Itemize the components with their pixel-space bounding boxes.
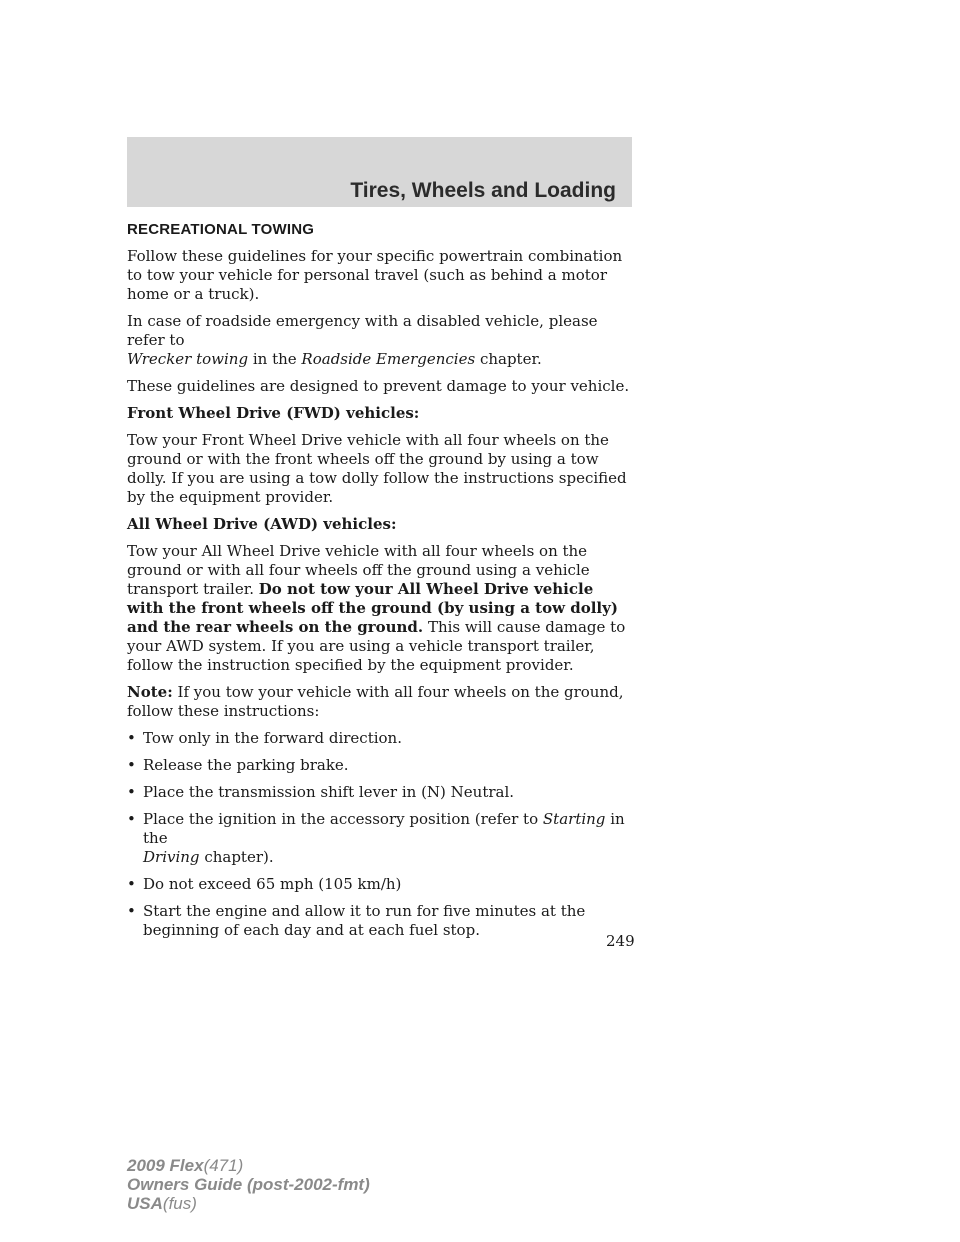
list-item [127, 875, 632, 894]
note-paragraph [127, 683, 632, 721]
list-item [127, 810, 632, 867]
list-item-text: Release the parking brake. [143, 756, 349, 774]
footer-line-3 [127, 1194, 370, 1213]
note-text: If you tow your vehicle with all four wheels on the ground, follow these instructions: [127, 683, 624, 720]
bullet-glyph: • [127, 902, 136, 920]
roadside-text-post: chapter. [479, 350, 542, 368]
awd-paragraph [127, 542, 632, 675]
document-footer [127, 1156, 370, 1213]
awd-warning: Do not tow your All Wheel Drive vehicle with the front wheels off the ground (by using a tow dolly) and the rear wheels on the ground. [127, 580, 618, 636]
guidelines-paragraph: These guidelines are designed to prevent damage to your vehicle. [127, 377, 630, 395]
ignition-text-pre: Place the ignition in the accessory position (refer to [143, 810, 539, 828]
list-item-text: Tow only in the forward direction. [143, 729, 402, 747]
footer-line-1 [127, 1156, 370, 1175]
footer-line-2 [127, 1175, 370, 1194]
bullet-glyph: • [127, 756, 136, 774]
note-label: Note: [127, 683, 173, 701]
fwd-paragraph: Tow your Front Wheel Drive vehicle with all four wheels on the ground or with the front wheels off the ground by using a tow dolly. If you are using a tow dolly follow the instructions specified by the equipment provider. [127, 431, 627, 506]
ignition-text-post: chapter). [204, 848, 274, 866]
roadside-paragraph [127, 312, 632, 369]
towing-instructions-list [127, 729, 632, 940]
awd-text-pre: Tow your All Wheel Drive vehicle with all four wheels on the ground or with all four wheels off the ground using a vehicle transport trailer. [127, 542, 590, 598]
list-item-text: Start the engine and allow it to run for five minutes at the beginning of each day and at each fuel stop. [143, 902, 586, 939]
footer-market-code: (fus) [162, 1194, 197, 1213]
roadside-text-mid: in the [252, 350, 297, 368]
wrecker-towing-reference: Wrecker towing [127, 350, 249, 368]
bullet-glyph: • [127, 810, 136, 828]
chapter-title: Tires, Wheels and Loading [350, 179, 616, 202]
footer-model: 2009 Flex [127, 1156, 204, 1175]
driving-reference: Driving [143, 848, 200, 866]
page-content [127, 220, 632, 948]
list-item [127, 783, 632, 802]
footer-guide: Owners Guide (post-2002-fmt) [127, 1175, 370, 1194]
list-item [127, 729, 632, 748]
awd-heading: All Wheel Drive (AWD) vehicles: [127, 515, 397, 533]
starting-reference: Starting [542, 810, 606, 828]
list-item [127, 756, 632, 775]
fwd-heading: Front Wheel Drive (FWD) vehicles: [127, 404, 420, 422]
chapter-header-bar [127, 137, 632, 207]
bullet-glyph: • [127, 729, 136, 747]
list-item [127, 902, 632, 940]
bullet-glyph: • [127, 875, 136, 893]
page-number: 249 [606, 932, 635, 950]
awd-text-post: This will cause damage to your AWD system. If you are using a vehicle transport trailer, follow the instruction specified by the equipment provider. [127, 618, 626, 674]
list-item-text: Place the transmission shift lever in (N) Neutral. [143, 783, 515, 801]
bullet-glyph: • [127, 783, 136, 801]
roadside-emergencies-reference: Roadside Emergencies [301, 350, 476, 368]
intro-paragraph: Follow these guidelines for your specific powertrain combination to tow your vehicle for personal travel (such as behind a motor home or a truck). [127, 247, 623, 303]
section-title: RECREATIONAL TOWING [127, 221, 315, 238]
roadside-text-pre: In case of roadside emergency with a disabled vehicle, please refer to [127, 312, 598, 349]
list-item-text: Do not exceed 65 mph (105 km/h) [143, 875, 402, 893]
footer-market: USA [127, 1194, 163, 1213]
ignition-text-mid: in the [143, 810, 625, 847]
footer-model-code: (471) [203, 1156, 244, 1175]
